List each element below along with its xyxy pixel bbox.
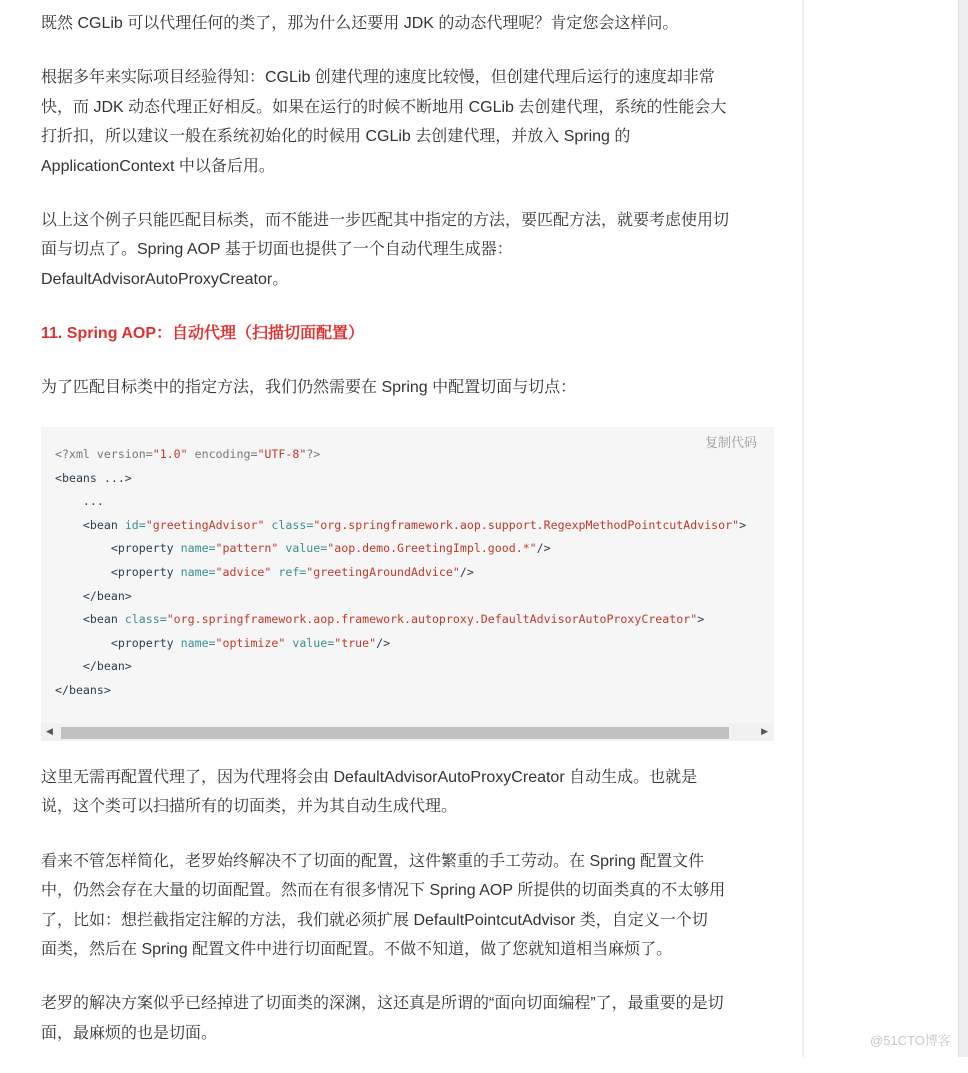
code-token: > bbox=[697, 612, 705, 627]
code-token: <property bbox=[55, 541, 181, 556]
paragraph-line: 既然 CGLib 可以代理任何的类了，那为什么还要用 JDK 的动态代理呢？肯定您会这样问。 bbox=[41, 15, 679, 32]
paragraph: 为了匹配目标类中的指定方法，我们仍然需要在 Spring 中配置切面与切点： bbox=[41, 379, 577, 397]
paragraph bbox=[41, 847, 776, 965]
code-token: "org.springframework.aop.framework.autoproxy.DefaultAdvisorAutoProxyCreator" bbox=[166, 612, 698, 627]
paragraph-line: 面与切点了。Spring AOP 基于切面也提供了一个自动代理生成器： bbox=[41, 241, 513, 259]
code-line bbox=[55, 537, 774, 561]
code-token: "pattern" bbox=[215, 541, 279, 556]
code-lines bbox=[55, 443, 774, 703]
article-body bbox=[41, 9, 776, 428]
code-line bbox=[55, 514, 774, 538]
article-body-continued bbox=[41, 763, 776, 1073]
paragraph-line: 以上这个例子只能匹配目标类，而不能进一步匹配其中指定的方法，要匹配方法，就要考虑使用切 bbox=[41, 212, 730, 230]
paragraph-line: 了，比如：想拦截指定注解的方法，我们就必须扩展 DefaultPointcutAdvisor 类，自定义一个切 bbox=[41, 911, 708, 929]
code-token: name= bbox=[180, 564, 216, 579]
code-token: "true" bbox=[334, 635, 377, 650]
paragraph bbox=[41, 206, 776, 294]
scroll-right-icon[interactable]: ▶ bbox=[761, 726, 768, 736]
code-block bbox=[41, 427, 774, 741]
code-token: > bbox=[739, 517, 747, 532]
code-line bbox=[55, 679, 774, 703]
paragraph-line: 看来不管怎样简化，老罗始终解决不了切面的配置，这件繁重的手工劳动。在 Spring 配置文件 bbox=[41, 852, 705, 870]
code-token: <bean bbox=[55, 612, 125, 627]
code-line bbox=[55, 585, 774, 609]
code-line bbox=[55, 443, 774, 467]
code-token: /> bbox=[536, 541, 551, 556]
section-heading: 11. Spring AOP：自动代理（扫描切面配置） bbox=[41, 325, 364, 343]
code-token: name= bbox=[180, 541, 216, 556]
watermark: @51CTO博客 bbox=[870, 1033, 951, 1048]
code-token: <property bbox=[55, 564, 181, 579]
code-token: "aop.demo.GreetingImpl.good.*" bbox=[327, 541, 537, 556]
code-token: </beans> bbox=[55, 682, 111, 697]
paragraph-line: 中，仍然会存在大量的切面配置。然而在有很多情况下 Spring AOP 所提供的切面类真的不太够用 bbox=[41, 882, 726, 900]
code-token: ref= bbox=[271, 564, 307, 579]
code-token: <?xml version= bbox=[55, 447, 153, 461]
code-token: "greetingAroundAdvice" bbox=[306, 564, 460, 579]
code-line bbox=[55, 632, 774, 656]
paragraph-line: 打折扣，所以建议一般在系统初始化的时候用 CGLib 去创建代理，并放入 Spring 的 bbox=[41, 128, 631, 146]
code-token: id= bbox=[124, 517, 146, 532]
code-token: class= bbox=[264, 517, 314, 532]
paragraph-line: 这里无需再配置代理了，因为代理将会由 DefaultAdvisorAutoProxyCreator 自动生成。也就是 bbox=[41, 769, 698, 786]
paragraph-line: 面类，然后在 Spring 配置文件中进行切面配置。不做不知道，做了您就知道相当麻烦了。 bbox=[41, 941, 673, 959]
paragraph bbox=[41, 763, 776, 822]
code-token: ... bbox=[55, 494, 104, 509]
code-line bbox=[55, 608, 774, 632]
code-token: value= bbox=[285, 635, 335, 650]
page-scrollbar[interactable] bbox=[958, 0, 968, 1057]
code-token: </bean> bbox=[55, 659, 132, 674]
code-token: /> bbox=[459, 564, 474, 579]
code-token: "1.0" bbox=[152, 447, 188, 461]
code-token: <bean bbox=[55, 517, 125, 532]
paragraph bbox=[41, 989, 776, 1048]
paragraph-line: 快，而 JDK 动态代理正好相反。如果在运行的时候不断地用 CGLib 去创建代理，系统的性能会大 bbox=[41, 98, 727, 116]
code-line bbox=[55, 561, 774, 585]
paragraph bbox=[41, 9, 776, 38]
paragraph-line: 根据多年来实际项目经验得知：CGLib 创建代理的速度比较慢，但创建代理后运行的速度却非常 bbox=[41, 69, 715, 87]
code-token: </bean> bbox=[55, 588, 132, 603]
copy-code-button[interactable]: 复制代码 bbox=[704, 435, 757, 450]
code-token: "advice" bbox=[215, 564, 272, 579]
code-token: value= bbox=[278, 541, 328, 556]
code-token: "optimize" bbox=[215, 635, 286, 650]
horizontal-scrollbar[interactable] bbox=[41, 723, 774, 741]
code-token: name= bbox=[180, 635, 216, 650]
code-line bbox=[55, 467, 774, 491]
code-token: "org.springframework.aop.support.RegexpMethodPointcutAdvisor" bbox=[313, 517, 740, 532]
paragraph-line: DefaultAdvisorAutoProxyCreator。 bbox=[41, 270, 289, 288]
paragraph-line: 老罗的解决方案似乎已经掉进了切面类的深渊，这还真是所谓的“面向切面编程”了，最重要的是切 bbox=[41, 995, 724, 1013]
paragraph bbox=[41, 63, 776, 181]
paragraph-line: ApplicationContext 中以备后用。 bbox=[41, 157, 275, 175]
code-token: <property bbox=[55, 635, 181, 650]
code-token: "greetingAdvisor" bbox=[145, 517, 265, 532]
scrollbar-thumb[interactable] bbox=[61, 727, 729, 739]
code-token: <beans ...> bbox=[55, 470, 132, 485]
paragraph-line: 说，这个类可以扫描所有的切面类，并为其自动生成代理。 bbox=[41, 798, 458, 816]
code-line bbox=[55, 655, 774, 679]
code-token: class= bbox=[124, 612, 167, 627]
code-token: /> bbox=[376, 635, 391, 650]
sidebar-divider bbox=[802, 0, 804, 1057]
code-token: encoding= bbox=[187, 447, 258, 461]
code-line bbox=[55, 490, 774, 514]
code-token: ?> bbox=[306, 447, 321, 461]
scroll-left-icon[interactable]: ◀ bbox=[46, 726, 53, 736]
paragraph-line: 面，最麻烦的也是切面。 bbox=[41, 1024, 218, 1042]
code-token: "UTF-8" bbox=[257, 447, 307, 461]
